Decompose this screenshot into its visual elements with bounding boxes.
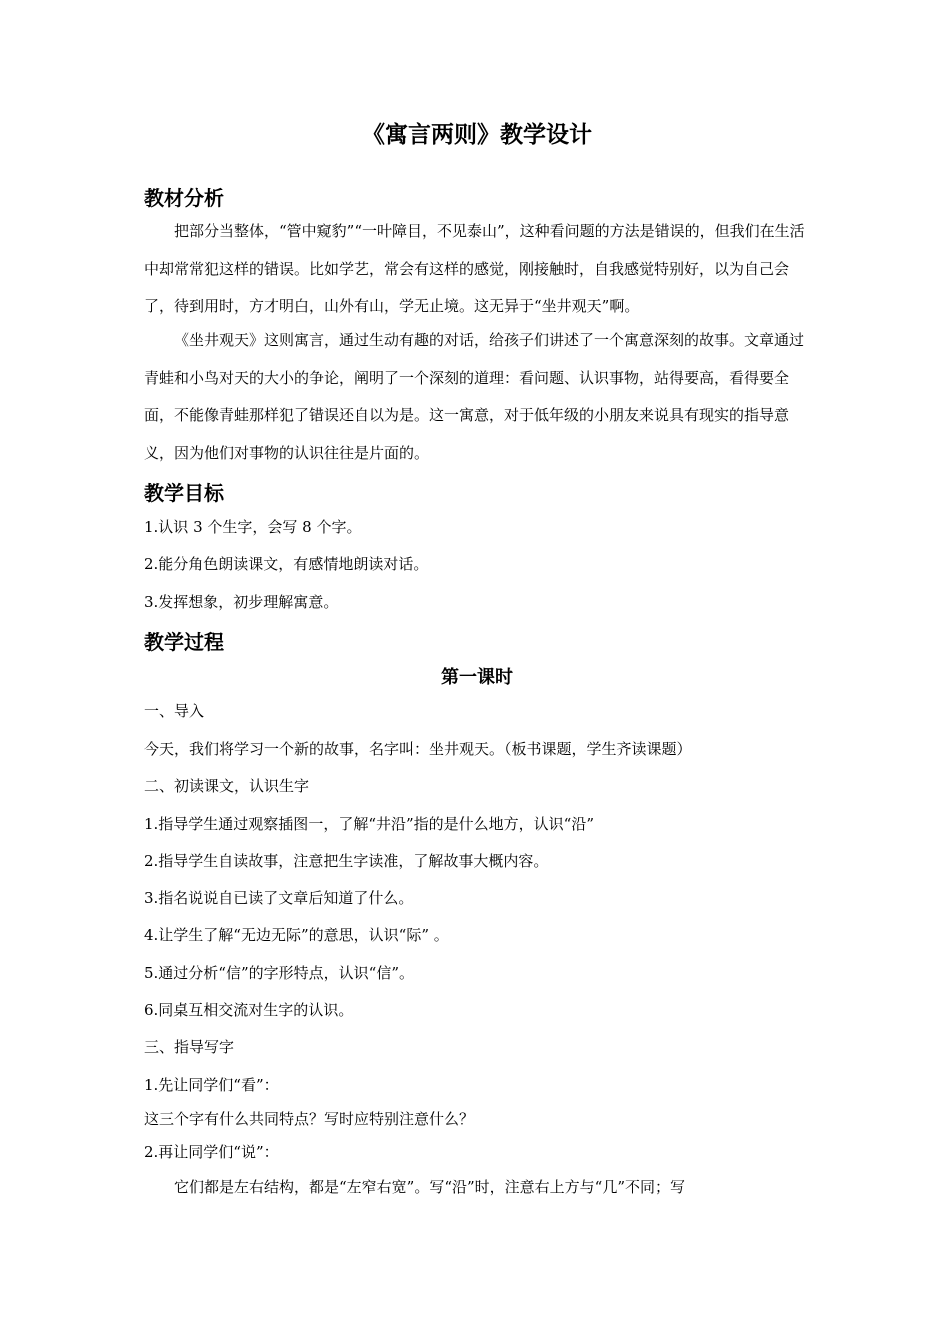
goal-item: 3.发挥想象，初步理解寓意。 [144,593,339,611]
process-line: 它们都是左右结构，都是“左窄右宽”。写“沿”时，注意右上方与“几”不同；写 [174,1178,686,1196]
process-line: 4.让学生了解“无边无际”的意思，认识“际” 。 [144,926,449,944]
session-title: 第一课时 [441,667,513,688]
process-line: 今天，我们将学习一个新的故事，名字叫：坐井观天。（板书课题，学生齐读课题） [144,740,692,758]
process-line: 三、指导写字 [144,1038,235,1056]
analysis-paragraph: 把部分当整体，“管中窥豹”“一叶障目，不见泰山”，这种看问题的方法是错误的，但我们在生活中却常常犯这样的错误。比如学艺，常会有这样的感觉，刚接触时，自我感觉特别好，以为自己会了，待到用时，方才明白，山外有山，学无止境。这无异于“坐井观天”啊。 [144,222,805,315]
section-heading-goals: 教学目标 [144,481,224,505]
process-line: 1.指导学生通过观察插图一，了解“井沿”指的是什么地方，认识“沿” [144,815,594,833]
process-line: 一、导入 [144,702,205,720]
process-line: 5.通过分析“信”的字形特点，认识“信”。 [144,964,414,982]
process-line: 1.先让同学们“看”： [144,1076,279,1094]
process-line: 这三个字有什么共同特点？写时应特别注意什么？ [144,1110,475,1128]
process-line: 二、初读课文，认识生字 [144,777,310,795]
goal-item: 1.认识 3 个生字，会写 8 个字。 [144,518,362,536]
process-line: 6.同桌互相交流对生字的认识。 [144,1001,354,1019]
document-page [144,0,810,1344]
process-line: 2.指导学生自读故事，注意把生字读准，了解故事大概内容。 [144,852,549,870]
process-line: 2.再让同学们“说”： [144,1143,279,1161]
process-line: 3.指名说说自已读了文章后知道了什么。 [144,889,414,907]
goal-item: 2.能分角色朗读课文，有感情地朗读对话。 [144,555,429,573]
section-heading-analysis: 教材分析 [144,186,224,210]
document-title: 《寓言两则》教学设计 [362,121,592,148]
section-heading-process: 教学过程 [144,630,224,654]
analysis-paragraph: 《坐井观天》这则寓言，通过生动有趣的对话，给孩子们讲述了一个寓意深刻的故事。文章通过青蛙和小鸟对天的大小的争论，阐明了一个深刻的道理：看问题、认识事物，站得要高，看得要全面，不能像青蛙那样犯了错误还自以为是。这一寓意，对于低年级的小朋友来说具有现实的指导意义，因为他们对事物的认识往往是片面的。 [144,331,805,462]
